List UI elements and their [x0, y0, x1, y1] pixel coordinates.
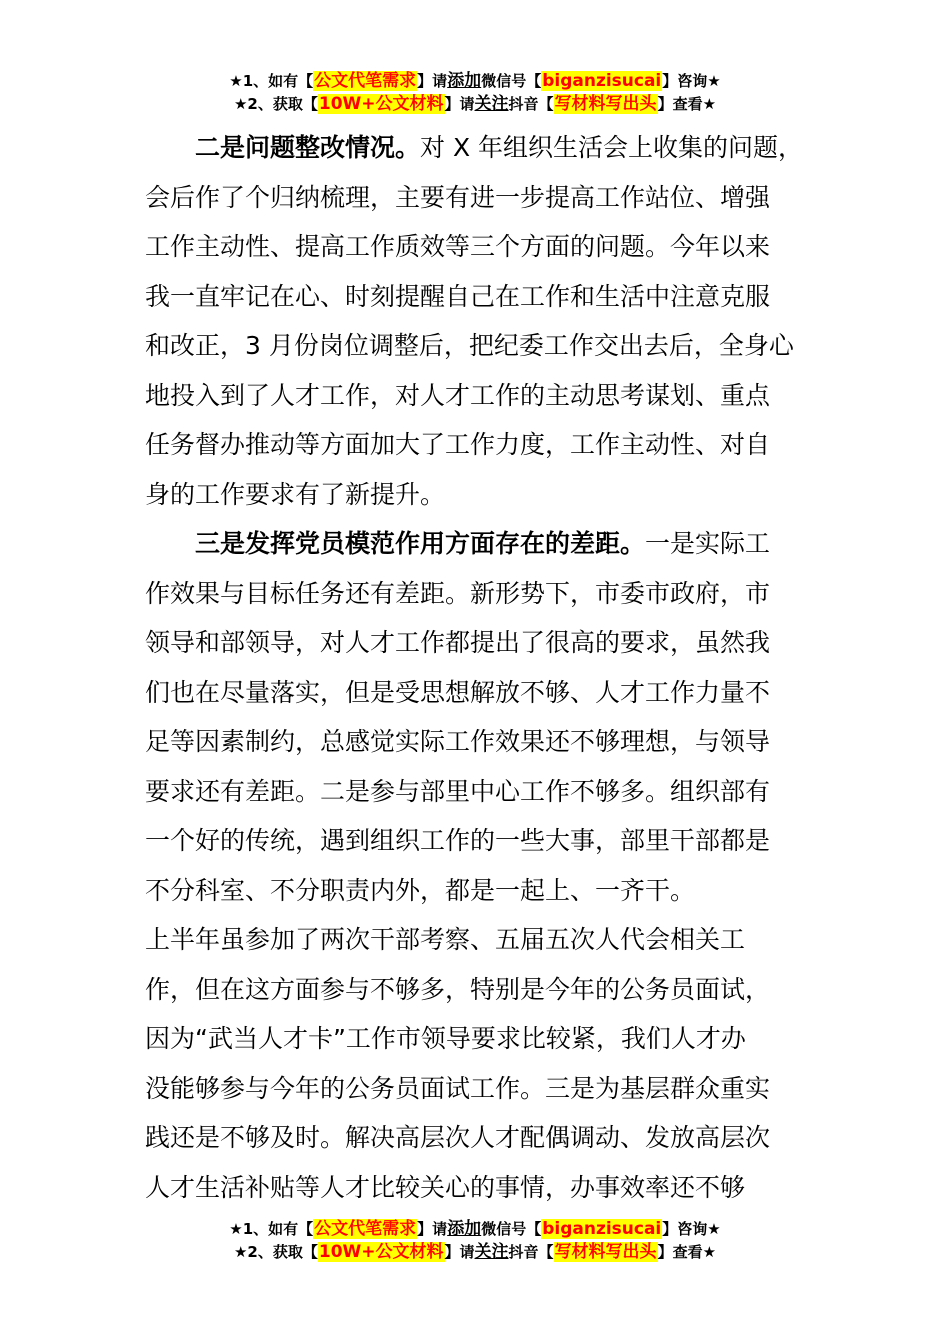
paragraph-line: 践还是不够及时。解决高层次人才配偶调动、发放高层次: [145, 1123, 771, 1152]
paragraph-heading: 三是发挥党员模范作用方面存在的差距。: [195, 529, 646, 558]
highlight-materials: 10W+公文材料: [318, 94, 444, 114]
paragraph-line: 工作主动性、提高工作质效等三个方面的问题。今年以来: [145, 232, 771, 261]
paragraph-line: 因为“武当人才卡”工作市领导要求比较紧，我们人才办: [145, 1024, 746, 1053]
paragraph-heading: 二是问题整改情况。: [195, 133, 421, 162]
highlight-wechat-id: biganzisucai: [542, 71, 662, 91]
banner-line-2: [0, 1241, 950, 1264]
paragraph-line: 身的工作要求有了新提升。: [145, 479, 446, 509]
banner-text: ★1、如有【: [229, 72, 314, 90]
banner-text: ★2、获取【: [233, 95, 318, 113]
banner-text: 抖音【: [508, 1243, 554, 1261]
highlight-wechat-id: biganzisucai: [542, 1219, 662, 1239]
paragraph-line: 任务督办推动等方面加大了工作力度，工作主动性、对自: [145, 430, 771, 459]
banner-text: 】查看★: [657, 95, 717, 113]
paragraph-line: 领导和部领导，对人才工作都提出了很高的要求，虽然我: [145, 628, 771, 657]
highlight-douyin-id: 写材料写出头: [554, 94, 657, 114]
banner-text: 微信号【: [481, 1220, 542, 1238]
banner-text: ★2、获取【: [233, 1243, 318, 1261]
banner-text-underlined: 关注: [474, 1242, 509, 1262]
paragraph-line: 和改正，3 月份岗位调整后，把纪委工作交出去后，全身心: [145, 331, 794, 360]
paragraph-text: 对 X 年组织生活会上收集的问题，: [420, 133, 804, 162]
paragraph-line: 作效果与目标任务还有差距。新形势下，市委市政府，市: [145, 578, 771, 608]
footer-banner: [0, 1218, 950, 1264]
banner-line-1: [0, 1218, 950, 1241]
banner-text: 抖音【: [508, 95, 554, 113]
paragraph-line: 会后作了个归纳梳理，主要有进一步提高工作站位、增强: [145, 182, 771, 212]
paragraph-line: 人才生活补贴等人才比较关心的事情，办事效率还不够: [145, 1172, 746, 1202]
paragraph-line: 不分科室、不分职责内外，都是一起上、一齐干。: [145, 875, 696, 905]
banner-text-underlined: 关注: [474, 94, 509, 114]
header-banner: [0, 70, 950, 116]
paragraph-line: 要求还有差距。二是参与部里中心工作不够多。组织部有: [145, 776, 771, 806]
banner-text: 】咨询★: [662, 1220, 721, 1238]
paragraph-line: 作，但在这方面参与不够多，特别是今年的公务员面试，: [145, 974, 771, 1004]
banner-text: 】查看★: [657, 1243, 717, 1261]
paragraph-text: 一是实际工: [645, 529, 771, 558]
highlight-service: 公文代笔需求: [314, 1219, 417, 1239]
highlight-service: 公文代笔需求: [314, 71, 417, 91]
banner-text-underlined: 添加: [447, 1219, 482, 1239]
paragraph-line: 没能够参与今年的公务员面试工作。三是为基层群众重实: [145, 1073, 771, 1103]
paragraph-line: 足等因素制约，总感觉实际工作效果还不够理想，与领导: [145, 727, 771, 756]
highlight-materials: 10W+公文材料: [318, 1242, 444, 1262]
banner-text: 】请: [444, 1243, 475, 1261]
banner-text: 】请: [417, 1220, 448, 1238]
paragraph-line: 上半年虽参加了两次干部考察、五届五次人代会相关工: [145, 925, 746, 954]
document-body: [145, 123, 835, 1212]
highlight-douyin-id: 写材料写出头: [554, 1242, 657, 1262]
banner-text: 】咨询★: [662, 72, 721, 90]
paragraph-body: [145, 569, 835, 1213]
banner-text: 微信号【: [481, 72, 542, 90]
banner-text: 】请: [417, 72, 448, 90]
banner-text: ★1、如有【: [229, 1220, 314, 1238]
paragraph-line: 地投入到了人才工作，对人才工作的主动思考谋划、重点: [145, 380, 771, 410]
paragraph-first-line: [145, 123, 835, 173]
banner-line-2: [0, 93, 950, 116]
banner-text: 】请: [444, 95, 475, 113]
paragraph-line: 一个好的传统，遇到组织工作的一些大事，部里干部都是: [145, 826, 771, 855]
paragraph-first-line: [145, 519, 835, 569]
paragraph-line: 我一直牢记在心、时刻提醒自己在工作和生活中注意克服: [145, 281, 771, 311]
banner-line-1: [0, 70, 950, 93]
paragraph-line: 们也在尽量落实，但是受思想解放不够、人才工作力量不: [145, 677, 771, 707]
paragraph-body: [145, 173, 835, 520]
banner-text-underlined: 添加: [447, 71, 482, 91]
